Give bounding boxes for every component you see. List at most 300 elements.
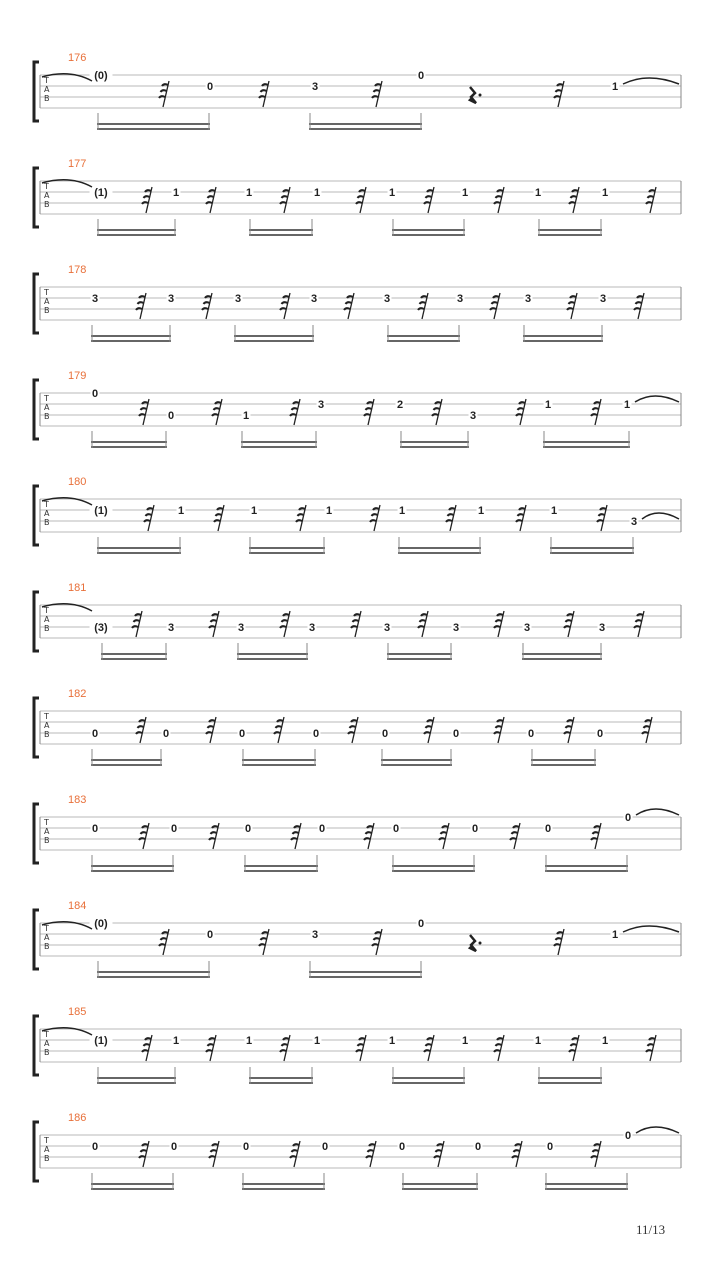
fret-number: 3	[311, 81, 319, 93]
rest-flag	[636, 620, 642, 622]
beam	[97, 1077, 176, 1079]
beam	[97, 552, 181, 554]
beam	[387, 653, 452, 655]
tab-clef-letter: B	[44, 1154, 50, 1163]
tab-clef-letter: B	[44, 1048, 50, 1057]
beam	[392, 229, 465, 231]
rest-flag	[567, 308, 573, 310]
system-bracket	[34, 274, 39, 333]
rest-flag	[348, 732, 354, 734]
fret-number: 0	[91, 823, 99, 835]
rest-flag	[138, 726, 144, 728]
rest-flag	[212, 414, 218, 416]
rest-flag	[597, 520, 603, 522]
fret-number: 0	[417, 70, 425, 82]
beam	[249, 229, 313, 231]
rest-flag	[569, 1050, 575, 1052]
rest-flag	[366, 408, 372, 410]
fret-number: (1)	[94, 505, 108, 517]
fret-number: 0	[167, 410, 175, 422]
rest-flag	[292, 1150, 298, 1152]
rest-flag	[159, 96, 165, 98]
measure-number: 181	[68, 582, 87, 594]
beam	[523, 340, 603, 342]
fret-number: 0	[91, 728, 99, 740]
rest-flag	[436, 1150, 442, 1152]
tie-out	[636, 1127, 679, 1133]
rest-flag	[280, 308, 286, 310]
rest-flag	[644, 726, 650, 728]
fret-number: 0	[452, 728, 460, 740]
rest-flag	[591, 1156, 597, 1158]
tab-clef-letter: B	[44, 942, 50, 951]
beam	[97, 971, 210, 973]
beam	[91, 1183, 174, 1185]
beam	[545, 865, 628, 867]
beam	[244, 865, 318, 867]
beam	[531, 764, 596, 766]
fret-number: 1	[388, 187, 396, 199]
rest-flag	[209, 626, 215, 628]
rest-flag	[292, 408, 298, 410]
fret-number: 0	[624, 812, 632, 824]
beam	[392, 870, 475, 872]
fret-number: 0	[596, 728, 604, 740]
beam	[91, 870, 174, 872]
fret-number: 1	[172, 187, 180, 199]
beam	[91, 764, 162, 766]
rest-flag	[426, 1044, 432, 1046]
rest-flag	[214, 520, 220, 522]
rest-flag	[282, 196, 288, 198]
fret-number: 2	[396, 399, 404, 411]
rest-flag	[291, 838, 297, 840]
rest-flag	[141, 832, 147, 834]
beam	[101, 658, 167, 660]
fret-number: 3	[237, 622, 245, 634]
fret-number: 3	[524, 293, 532, 305]
rest-flag	[372, 944, 378, 946]
rest-flag	[274, 732, 280, 734]
measure-number: 176	[68, 52, 87, 64]
rest-flag	[441, 832, 447, 834]
rest-flag	[368, 1150, 374, 1152]
rest-flag	[599, 514, 605, 516]
rest-flag	[566, 726, 572, 728]
measure-number: 182	[68, 688, 87, 700]
rest-flag	[494, 626, 500, 628]
fret-number: 1	[250, 505, 258, 517]
beam	[538, 234, 602, 236]
rest-flag	[374, 938, 380, 940]
beam	[392, 1082, 465, 1084]
rest-flag	[206, 1050, 212, 1052]
beam	[97, 976, 210, 978]
beam	[538, 229, 602, 231]
fret-number: 3	[456, 293, 464, 305]
system-bracket	[34, 698, 39, 757]
tab-clef-letter: A	[44, 721, 50, 730]
rest-flag	[593, 1150, 599, 1152]
measure-number: 177	[68, 158, 87, 170]
tab-clef-letter: A	[44, 297, 50, 306]
fret-number: 0	[527, 728, 535, 740]
beam	[550, 552, 634, 554]
fret-number: 0	[417, 918, 425, 930]
rest-flag	[634, 626, 640, 628]
fret-number: 3	[167, 622, 175, 634]
fret-number: (1)	[94, 187, 108, 199]
fret-number: 3	[523, 622, 531, 634]
beam	[91, 441, 167, 443]
rest-flag	[494, 202, 500, 204]
fret-number: 3	[317, 399, 325, 411]
tab-clef-letter: T	[44, 1136, 49, 1145]
fret-number: 0	[91, 1141, 99, 1153]
dot	[479, 942, 482, 945]
fret-number: 0	[91, 388, 99, 400]
system-bracket	[34, 486, 39, 545]
tie-out	[642, 513, 679, 519]
fret-number: 1	[172, 1035, 180, 1047]
rest-flag	[418, 308, 424, 310]
measure-number: 180	[68, 476, 87, 488]
rest-flag	[259, 96, 265, 98]
beam	[392, 234, 465, 236]
rest-flag	[282, 1044, 288, 1046]
fret-number: 1	[611, 81, 619, 93]
fret-number: 0	[312, 728, 320, 740]
tab-clef-letter: B	[44, 306, 50, 315]
fret-number: 0	[238, 728, 246, 740]
fret-number: 0	[206, 81, 214, 93]
beam	[91, 335, 171, 337]
beam	[387, 658, 452, 660]
rest-flag	[211, 620, 217, 622]
beam	[97, 128, 210, 130]
tab-clef-letter: B	[44, 94, 50, 103]
beam	[97, 229, 176, 231]
fret-number: 0	[321, 1141, 329, 1153]
rest-flag	[141, 408, 147, 410]
fret-number: 1	[550, 505, 558, 517]
tab-clef-letter: A	[44, 403, 50, 412]
beam	[237, 658, 308, 660]
tab-clef-letter: T	[44, 712, 49, 721]
rest-flag	[593, 832, 599, 834]
tab-clef-letter: T	[44, 1030, 49, 1039]
beam	[242, 1183, 325, 1185]
rest-flag	[496, 620, 502, 622]
beam	[400, 441, 469, 443]
beam	[249, 547, 325, 549]
rest-flag	[290, 414, 296, 416]
fret-number: 3	[167, 293, 175, 305]
rest-flag	[636, 302, 642, 304]
rest-flag	[136, 308, 142, 310]
tab-clef-letter: A	[44, 933, 50, 942]
rest-flag	[496, 1044, 502, 1046]
fret-number: 1	[611, 929, 619, 941]
beam	[522, 653, 602, 655]
beam	[402, 1183, 478, 1185]
rest-flag	[214, 408, 220, 410]
rest-flag	[296, 520, 302, 522]
fret-number: 1	[601, 187, 609, 199]
beam	[543, 446, 630, 448]
rest-flag	[648, 196, 654, 198]
tab-clef-letter: A	[44, 85, 50, 94]
measure-number: 183	[68, 794, 87, 806]
rest-flag	[132, 626, 138, 628]
fret-number: 0	[624, 1130, 632, 1142]
rest-flag	[372, 96, 378, 98]
beam	[97, 123, 210, 125]
beam	[392, 865, 475, 867]
rest-flag	[211, 832, 217, 834]
rest-flag	[492, 302, 498, 304]
fret-number: 0	[244, 823, 252, 835]
fret-number: 1	[398, 505, 406, 517]
rest-flag	[494, 732, 500, 734]
system-bracket	[34, 592, 39, 651]
fret-number: 0	[471, 823, 479, 835]
rest-flag	[146, 514, 152, 516]
fret-number: 3	[599, 293, 607, 305]
fret-number: 1	[534, 1035, 542, 1047]
rest-flag	[144, 1044, 150, 1046]
rest-flag	[418, 626, 424, 628]
rest-flag	[571, 196, 577, 198]
fret-number: 3	[469, 410, 477, 422]
rest-flag	[556, 90, 562, 92]
rest-flag	[426, 196, 432, 198]
rest-flag	[372, 514, 378, 516]
rest-flag	[569, 202, 575, 204]
rest-flag	[139, 838, 145, 840]
fret-number: 3	[311, 929, 319, 941]
beam	[523, 335, 603, 337]
beam	[309, 976, 422, 978]
rest-flag	[432, 414, 438, 416]
beam	[249, 234, 313, 236]
rest-flag	[350, 726, 356, 728]
quarter-rest	[470, 87, 476, 103]
beam	[97, 547, 181, 549]
tab-clef-letter: B	[44, 200, 50, 209]
tab-system	[34, 900, 681, 978]
fret-number: 1	[242, 410, 250, 422]
fret-number: 3	[91, 293, 99, 305]
rest-flag	[434, 408, 440, 410]
beam	[91, 865, 174, 867]
fret-number: 3	[383, 293, 391, 305]
beam	[91, 446, 167, 448]
rest-flag	[161, 90, 167, 92]
tab-system	[34, 370, 681, 448]
rest-flag	[139, 414, 145, 416]
rest-flag	[280, 1050, 286, 1052]
fret-number: 1	[461, 1035, 469, 1047]
system-bracket	[34, 804, 39, 863]
measure-number: 178	[68, 264, 87, 276]
fret-number: (1)	[94, 1035, 108, 1047]
rest-flag	[364, 838, 370, 840]
rest-flag	[420, 302, 426, 304]
fret-number: 1	[313, 187, 321, 199]
rest-flag	[496, 726, 502, 728]
fret-number: 0	[546, 1141, 554, 1153]
rest-flag	[370, 520, 376, 522]
beam	[545, 1188, 628, 1190]
rest-flag	[209, 838, 215, 840]
rest-flag	[356, 202, 362, 204]
rest-flag	[448, 514, 454, 516]
rest-flag	[276, 726, 282, 728]
rest-flag	[159, 944, 165, 946]
rest-flag	[593, 408, 599, 410]
beam	[244, 870, 318, 872]
fret-number: 3	[308, 622, 316, 634]
fret-number: 1	[477, 505, 485, 517]
fret-number: 1	[388, 1035, 396, 1047]
rest-flag	[648, 1044, 654, 1046]
rest-flag	[282, 302, 288, 304]
rest-flag	[293, 832, 299, 834]
beam	[543, 441, 630, 443]
beam	[538, 1082, 602, 1084]
tab-clef-letter: T	[44, 288, 49, 297]
rest-flag	[420, 620, 426, 622]
beam	[242, 1188, 325, 1190]
system-bracket	[34, 168, 39, 227]
rest-flag	[161, 938, 167, 940]
system-bracket	[34, 910, 39, 969]
tab-clef-letter: B	[44, 624, 50, 633]
rest-flag	[364, 414, 370, 416]
beam	[309, 971, 422, 973]
beam	[387, 335, 460, 337]
fret-number: 0	[242, 1141, 250, 1153]
beam	[91, 759, 162, 761]
rest-flag	[516, 414, 522, 416]
beam	[398, 547, 481, 549]
tab-clef-letter: A	[44, 191, 50, 200]
rest-flag	[554, 96, 560, 98]
tab-clef-letter: T	[44, 394, 49, 403]
rest-flag	[518, 408, 524, 410]
beam	[387, 340, 460, 342]
fret-number: 0	[392, 823, 400, 835]
quarter-rest	[470, 935, 476, 951]
measure-number: 184	[68, 900, 87, 912]
rest-flag	[261, 938, 267, 940]
fret-number: 1	[601, 1035, 609, 1047]
rest-flag	[490, 308, 496, 310]
rest-flag	[353, 620, 359, 622]
dot	[479, 94, 482, 97]
fret-number: 3	[598, 622, 606, 634]
beam	[241, 441, 317, 443]
tab-clef-letter: A	[44, 615, 50, 624]
rest-flag	[298, 514, 304, 516]
fret-number: 1	[461, 187, 469, 199]
fret-number: 1	[534, 187, 542, 199]
rest-flag	[208, 196, 214, 198]
rest-flag	[208, 726, 214, 728]
fret-number: 3	[630, 516, 638, 528]
tab-clef-letter: A	[44, 827, 50, 836]
rest-flag	[290, 1156, 296, 1158]
rest-flag	[514, 1150, 520, 1152]
rest-flag	[591, 838, 597, 840]
fret-number: 3	[234, 293, 242, 305]
rest-flag	[209, 1156, 215, 1158]
rest-flag	[280, 626, 286, 628]
rest-flag	[512, 832, 518, 834]
beam	[398, 552, 481, 554]
rest-flag	[366, 832, 372, 834]
rest-flag	[282, 620, 288, 622]
rest-flag	[556, 938, 562, 940]
tab-clef-letter: A	[44, 509, 50, 518]
fret-number: 1	[325, 505, 333, 517]
tie-out	[636, 809, 679, 815]
tab-clef-letter: B	[44, 836, 50, 845]
fret-number: 3	[383, 622, 391, 634]
rest-flag	[139, 1156, 145, 1158]
rest-flag	[646, 1050, 652, 1052]
rest-flag	[358, 196, 364, 198]
tab-clef-letter: T	[44, 500, 49, 509]
rest-flag	[439, 838, 445, 840]
tab-system	[34, 582, 681, 660]
tab-system	[34, 1006, 681, 1084]
system-bracket	[34, 62, 39, 121]
beam	[101, 653, 167, 655]
tab-system	[34, 794, 681, 872]
system-bracket	[34, 380, 39, 439]
rest-flag	[280, 202, 286, 204]
rest-flag	[144, 520, 150, 522]
rest-flag	[424, 732, 430, 734]
beam	[242, 759, 316, 761]
tab-system	[34, 476, 681, 554]
rest-flag	[642, 732, 648, 734]
rest-flag	[518, 514, 524, 516]
fret-number: 0	[162, 728, 170, 740]
rest-flag	[208, 1044, 214, 1046]
beam	[522, 658, 602, 660]
beam	[249, 1082, 313, 1084]
beam	[91, 1188, 174, 1190]
beam	[249, 1077, 313, 1079]
fret-number: 3	[452, 622, 460, 634]
rest-flag	[424, 202, 430, 204]
beam	[97, 1082, 176, 1084]
rest-flag	[358, 1044, 364, 1046]
fret-number: (3)	[94, 622, 108, 634]
fret-number: 3	[310, 293, 318, 305]
rest-flag	[446, 520, 452, 522]
tab-system	[34, 158, 681, 236]
rest-flag	[512, 1156, 518, 1158]
rest-flag	[366, 1156, 372, 1158]
rest-flag	[496, 196, 502, 198]
beam	[234, 335, 314, 337]
rest-flag	[206, 202, 212, 204]
fret-number: 1	[177, 505, 185, 517]
